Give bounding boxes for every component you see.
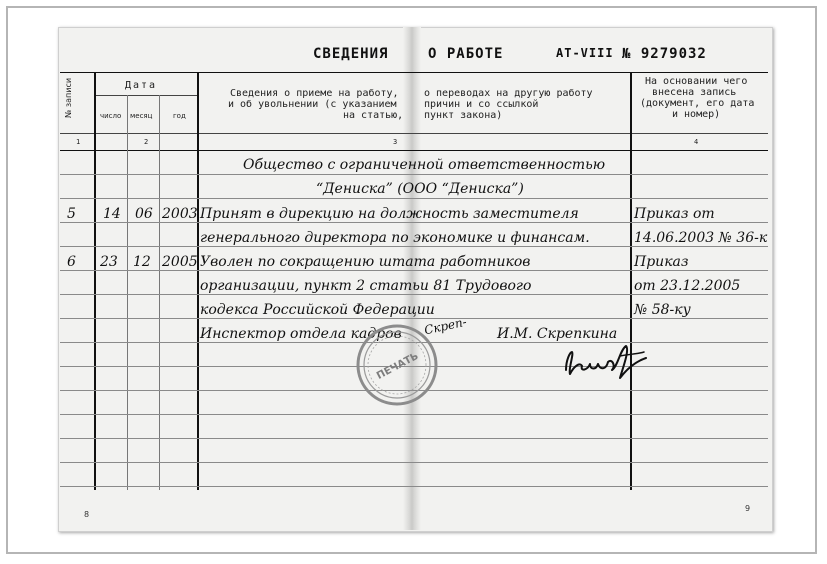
entry-basis: № 58-ку xyxy=(634,302,691,318)
col-info-left-1: Сведения о приеме на работу, xyxy=(230,88,399,99)
entry-text: организации, пункт 2 статьи 81 Трудового xyxy=(200,278,532,294)
col-basis-2: внесена запись xyxy=(652,87,737,98)
col-month: месяц xyxy=(130,112,153,120)
header-top-line xyxy=(60,72,768,73)
ruled-line xyxy=(60,294,768,295)
stamp-seal xyxy=(355,323,439,407)
vline-basis xyxy=(630,72,632,490)
ruled-line xyxy=(60,414,768,415)
org-line-1: Общество с ограниченной ответственностью xyxy=(243,157,606,173)
colnum-line xyxy=(60,150,768,151)
col-year: год xyxy=(173,112,186,120)
entry-no: 6 xyxy=(67,254,76,270)
colnum-4: 4 xyxy=(694,138,699,146)
ruled-line xyxy=(60,270,768,271)
entry-text: Уволен по сокращению штата работников xyxy=(200,254,531,270)
org-line-2: “Дениска” (ООО “Дениска”) xyxy=(316,181,524,197)
entry-month: 12 xyxy=(133,254,151,270)
signature xyxy=(560,340,652,384)
ruled-line xyxy=(60,438,768,439)
entry-basis: Приказ xyxy=(634,254,689,270)
document-number: № 9279032 xyxy=(622,46,707,62)
vline-day xyxy=(127,95,128,490)
stamp-text: ПЕЧАТЬ xyxy=(375,350,421,382)
title-left: СВЕДЕНИЯ xyxy=(313,46,389,62)
col-basis-1: На основании чего xyxy=(645,76,748,87)
col-info-right-1: о переводах на другую работу xyxy=(424,88,593,99)
col-info-right-2: причин и со ссылкой xyxy=(424,99,539,110)
page-number-left: 8 xyxy=(84,510,90,519)
vline-record xyxy=(94,72,96,490)
ruled-line xyxy=(60,462,768,463)
ruled-line xyxy=(60,174,768,175)
signer-name: И.М. Скрепкина xyxy=(497,326,618,342)
ruled-line xyxy=(60,222,768,223)
entry-basis: от 23.12.2005 xyxy=(634,278,741,294)
signer-mark: Скреп- xyxy=(423,314,468,338)
entry-text: генерального директора по экономике и финансам. xyxy=(200,230,590,246)
col-date: Дата xyxy=(125,80,158,91)
title-right: О РАБОТЕ xyxy=(428,46,504,62)
entry-basis: 14.06.2003 № 36-к xyxy=(634,230,768,246)
signer-position: Инспектор отдела кадров xyxy=(200,326,402,342)
entry-text: кодекса Российской Федерации xyxy=(200,302,435,318)
colnum-2: 2 xyxy=(144,138,149,146)
vline-date xyxy=(197,72,199,490)
entry-day: 23 xyxy=(100,254,118,270)
entry-basis: Приказ от xyxy=(634,206,715,222)
series: АТ-VIII xyxy=(556,46,614,60)
col-record-no: № записи xyxy=(64,77,73,118)
col-day: число xyxy=(100,112,122,120)
page-number-right: 9 xyxy=(745,504,751,513)
colnum-1: 1 xyxy=(76,138,81,146)
header-bottom-line xyxy=(60,133,768,134)
col-basis-3: (документ, его дата xyxy=(640,98,755,109)
col-info-left-2: и об увольнении (с указанием xyxy=(228,99,397,110)
entry-text: Принят в дирекцию на должность заместителя xyxy=(200,206,579,222)
entry-month: 06 xyxy=(135,206,153,222)
colnum-3: 3 xyxy=(393,138,398,146)
ruled-line xyxy=(60,246,768,247)
entry-year: 2003 xyxy=(162,206,198,222)
ruled-line xyxy=(60,486,768,487)
col-basis-4: и номер) xyxy=(672,109,721,120)
vline-month xyxy=(159,95,160,490)
col-info-left-3: на статью, xyxy=(343,110,404,121)
entry-day: 14 xyxy=(103,206,121,222)
ruled-line xyxy=(60,318,768,319)
ruled-line xyxy=(60,198,768,199)
entry-no: 5 xyxy=(67,206,76,222)
col-info-right-3: пункт закона) xyxy=(424,110,503,121)
entry-year: 2005 xyxy=(162,254,198,270)
date-sub-line xyxy=(96,95,198,96)
